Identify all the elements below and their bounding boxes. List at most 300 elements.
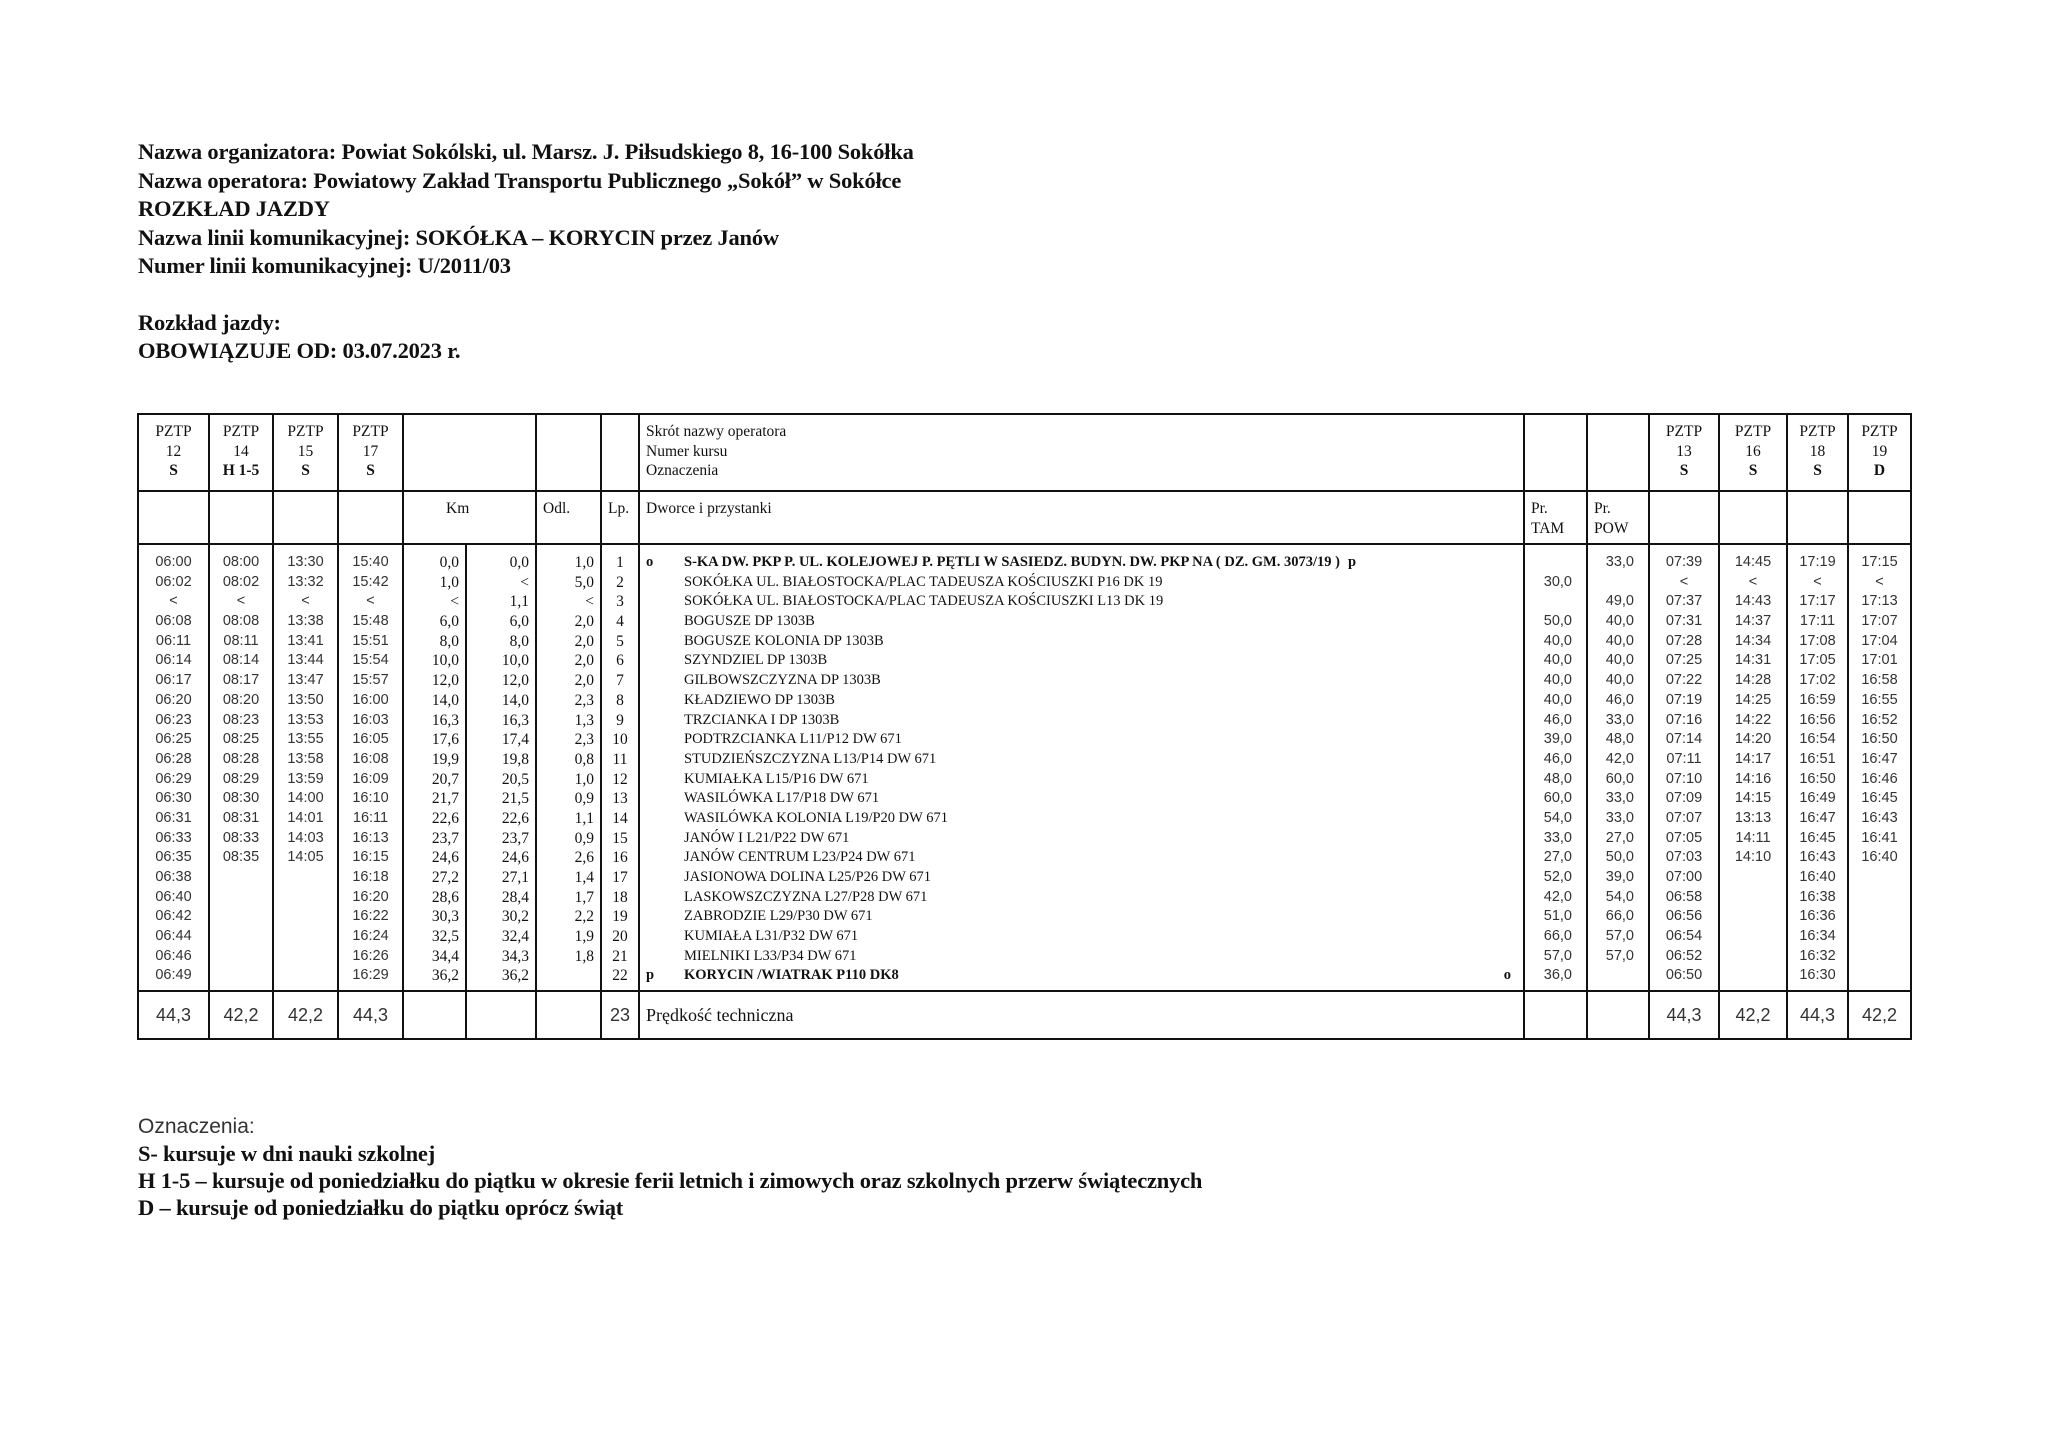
cell-value: 08:28 xyxy=(222,750,260,767)
cell-value: 06:29 xyxy=(155,770,192,787)
cell-value: 57,0 xyxy=(1605,947,1634,964)
course-times xyxy=(138,544,209,991)
cell-value: 08:29 xyxy=(222,770,260,787)
cell-value: 16:56 xyxy=(1799,711,1836,728)
cell-value: < xyxy=(1875,573,1884,590)
cell-value: 06:44 xyxy=(155,928,192,945)
cell-value: 06:52 xyxy=(1665,947,1703,964)
line-name: Nazwa linii komunikacyjnej: SOKÓŁKA – KORYCIN przez Janów xyxy=(138,224,779,250)
cell-value: 08:08 xyxy=(222,613,260,630)
stop-row xyxy=(646,770,1523,790)
cell-value: 50,0 xyxy=(1605,849,1634,866)
cell-value: 13:55 xyxy=(287,731,324,748)
cell-value: 12,0 xyxy=(431,672,459,690)
cell-value: 16:47 xyxy=(1861,750,1898,767)
cell-value: 08:14 xyxy=(222,652,260,669)
cell-value: 17:07 xyxy=(1861,613,1898,630)
cell-value: 60,0 xyxy=(1543,790,1572,807)
cell-value: 06:14 xyxy=(155,652,192,669)
empty-cell xyxy=(536,414,601,491)
cell-value: 17:15 xyxy=(1861,554,1898,570)
cell-value: 30,0 xyxy=(1543,573,1572,590)
cell-value: 08:25 xyxy=(222,731,260,748)
cell-value: 9 xyxy=(616,711,624,729)
stop-name: JASIONOWA DOLINA L25/P26 DW 671 xyxy=(684,869,932,885)
cell-value: 4 xyxy=(616,613,624,631)
empty-cell xyxy=(466,991,536,1039)
cell-value: 0,9 xyxy=(574,790,594,808)
cell-value: 66,0 xyxy=(1543,928,1572,945)
stop-name: BOGUSZE DP 1303B xyxy=(684,613,815,630)
cell-value: 15:51 xyxy=(352,632,389,649)
speed-lp: 23 xyxy=(601,991,639,1039)
cell-value: 1,1 xyxy=(509,593,529,611)
cell-value: 16:47 xyxy=(1799,809,1836,826)
cell-value: 07:05 xyxy=(1665,829,1703,846)
stop-row xyxy=(646,947,1523,967)
pr-tam-label: Pr. TAM xyxy=(1524,491,1587,544)
cell-value: 14:34 xyxy=(1734,632,1772,649)
empty-cell xyxy=(536,991,601,1039)
stop-row xyxy=(646,966,1523,986)
cell-value: 10 xyxy=(612,731,628,749)
cell-value: < xyxy=(1748,573,1758,590)
cell-value: 10,0 xyxy=(431,652,459,670)
cell-value: 16:49 xyxy=(1799,790,1836,807)
cell-value: 22 xyxy=(612,967,628,985)
cell-value: 07:31 xyxy=(1665,613,1703,630)
cell-value: 07:09 xyxy=(1665,790,1703,807)
cell-value: 52,0 xyxy=(1543,869,1572,885)
cell-value: 07:37 xyxy=(1665,593,1703,610)
empty-cell xyxy=(1587,991,1649,1039)
cell-value: 33,0 xyxy=(1605,790,1634,807)
stop-name: BOGUSZE KOLONIA DP 1303B xyxy=(684,632,884,649)
cell-value: 06:49 xyxy=(155,967,192,984)
stop-row xyxy=(646,553,1523,573)
cell-value: 1,0 xyxy=(574,554,594,571)
cell-value: 13:47 xyxy=(287,672,324,689)
cell-value: 13:58 xyxy=(287,750,324,767)
cell-value: 10,0 xyxy=(501,652,529,670)
cell-value: 18 xyxy=(612,888,628,906)
km-b-column xyxy=(466,544,536,991)
cell-value: 13:53 xyxy=(287,711,324,728)
cell-value: 14 xyxy=(612,809,628,827)
cell-value: 50,0 xyxy=(1543,613,1572,630)
cell-value: 15:48 xyxy=(352,613,389,630)
cell-value: 2,6 xyxy=(574,849,594,867)
stop-name: S-KA DW. PKP P. UL. KOLEJOWEJ P. PĘTLI W SASIEDZ. BUDYN. DW. PKP NA ( DZ. GM. 3073/19 ) xyxy=(684,554,1340,570)
cell-value: 17:01 xyxy=(1861,652,1898,669)
valid-from: OBOWIĄZUJE OD: 03.07.2023 r. xyxy=(138,338,461,363)
cell-value: 39,0 xyxy=(1543,731,1572,748)
cell-value: 42,0 xyxy=(1543,888,1572,905)
stop-name: ZABRODZIE L29/P30 DW 671 xyxy=(684,908,873,925)
cell-value: 2 xyxy=(616,573,624,591)
cell-value: 07:00 xyxy=(1665,869,1703,885)
column-label-row xyxy=(138,491,1911,544)
cell-value: 0,8 xyxy=(574,750,594,768)
pr-pow-column xyxy=(1587,544,1649,991)
cell-value: 06:31 xyxy=(155,809,192,826)
doc-title: ROZKŁAD JAZDY xyxy=(138,196,330,221)
empty-cell xyxy=(1848,491,1911,544)
stop-row xyxy=(646,750,1523,770)
cell-value: 14:01 xyxy=(287,809,324,826)
cell-value: 6,0 xyxy=(439,613,459,631)
cell-value: 16:41 xyxy=(1861,829,1898,846)
cell-value: 24,6 xyxy=(431,849,459,867)
legend xyxy=(138,1113,1202,1221)
stop-name: MIELNIKI L33/P34 DW 671 xyxy=(684,947,857,964)
stop-row xyxy=(646,848,1523,868)
km-a-column xyxy=(403,544,466,991)
cell-value: 21,7 xyxy=(431,790,459,808)
cell-value: 16:50 xyxy=(1799,770,1836,787)
cell-value: 15:57 xyxy=(352,672,389,689)
cell-value: 06:42 xyxy=(155,908,192,925)
stops-label: Dworce i przystanki xyxy=(639,491,1524,544)
empty-cell xyxy=(601,414,639,491)
cell-value: 16:40 xyxy=(1861,849,1898,866)
stop-end-marker: o xyxy=(1503,967,1511,984)
cell-value: 1,8 xyxy=(574,947,594,965)
legend-item: D – kursuje od poniedziałku do piątku oprócz świąt xyxy=(138,1195,624,1220)
lp-column xyxy=(601,544,639,991)
cell-value xyxy=(1525,592,1572,612)
cell-value: 16:18 xyxy=(352,869,389,885)
cell-value: < xyxy=(169,593,178,610)
empty-cell xyxy=(1787,491,1848,544)
speed-label: Prędkość techniczna xyxy=(639,991,1524,1039)
cell-value: 14:31 xyxy=(1734,652,1772,669)
cell-value: 2,0 xyxy=(574,652,594,670)
cell-value: 46,0 xyxy=(1605,691,1634,708)
cell-value: 17,6 xyxy=(431,731,459,749)
stop-row xyxy=(646,730,1523,750)
cell-value: 2,0 xyxy=(574,632,594,650)
stop-row xyxy=(646,868,1523,888)
cell-value: 13:38 xyxy=(287,613,324,630)
legend-item: S- kursuje w dni nauki szkolnej xyxy=(138,1141,436,1166)
cell-value: 1,9 xyxy=(574,928,594,946)
legend-item: H 1-5 – kursuje od poniedziałku do piątku w okresie ferii letnich i zimowych oraz szkolnych przerw świątecznych xyxy=(138,1168,1203,1193)
empty-cell xyxy=(1524,414,1587,491)
cell-value: 13:59 xyxy=(287,770,324,787)
cell-value: 57,0 xyxy=(1543,947,1572,964)
cell-value: 14:43 xyxy=(1734,593,1772,610)
cell-value: 0,0 xyxy=(509,554,529,571)
cell-value: 5,0 xyxy=(574,573,594,591)
stop-name: LASKOWSZCZYZNA L27/P28 DW 671 xyxy=(684,888,928,905)
speed-value: 42,2 xyxy=(273,991,338,1039)
course-times xyxy=(1787,544,1848,991)
cell-value: 16:13 xyxy=(352,829,389,846)
cell-value: 17 xyxy=(612,869,628,886)
stop-name: SZYNDZIEL DP 1303B xyxy=(684,652,828,669)
cell-value: 20,5 xyxy=(501,770,529,788)
cell-value: 14:22 xyxy=(1734,711,1772,728)
cell-value: 34,3 xyxy=(501,947,529,965)
cell-value: 33,0 xyxy=(1605,809,1634,826)
cell-value: 15 xyxy=(612,829,628,847)
cell-value: 36,2 xyxy=(431,967,459,985)
cell-value: 54,0 xyxy=(1605,888,1634,905)
empty-cell xyxy=(403,414,536,491)
cell-value: 13:13 xyxy=(1734,809,1772,826)
cell-value: 13:30 xyxy=(287,554,324,570)
cell-value: 1,3 xyxy=(574,711,594,729)
legend-title: Oznaczenia: xyxy=(138,1115,255,1138)
cell-value: 06:56 xyxy=(1665,908,1703,925)
cell-value: 36,0 xyxy=(1543,967,1572,984)
cell-value: 16:34 xyxy=(1799,928,1836,945)
operator-line: Nazwa operatora: Powiatowy Zakład Transportu Publicznego „Sokół” w Sokółce xyxy=(138,167,902,193)
cell-value: 2,0 xyxy=(574,613,594,631)
cell-value: 06:17 xyxy=(155,672,192,689)
cell-value: < xyxy=(236,593,246,610)
stop-name: KŁADZIEWO DP 1303B xyxy=(684,691,835,708)
cell-value: 06:25 xyxy=(155,731,192,748)
cell-value: 36,2 xyxy=(501,967,529,985)
cell-value: 16:15 xyxy=(352,849,389,866)
cell-value: 16,3 xyxy=(501,711,529,729)
cell-value: 06:58 xyxy=(1665,888,1703,905)
document-header xyxy=(138,138,914,366)
cell-value: 07:19 xyxy=(1665,691,1703,708)
stop-row xyxy=(646,888,1523,908)
course-times xyxy=(273,544,338,991)
speed-value: 42,2 xyxy=(1848,991,1911,1039)
cell-value: 16:43 xyxy=(1861,809,1898,826)
course-times xyxy=(1848,544,1911,991)
cell-value: 0,9 xyxy=(574,829,594,847)
course-header: PZTP 18 S xyxy=(1787,414,1848,491)
cell-value: 16:08 xyxy=(352,750,389,767)
cell-value: 8 xyxy=(616,691,624,709)
cell-value: 19,8 xyxy=(501,750,529,768)
stop-name: JANÓW CENTRUM L23/P24 DW 671 xyxy=(684,849,916,866)
line-number: Numer linii komunikacyjnej: U/2011/03 xyxy=(138,253,511,278)
cell-value: 06:00 xyxy=(155,554,192,570)
cell-value: 14:37 xyxy=(1734,613,1772,630)
cell-value: 1,7 xyxy=(574,888,594,906)
cell-value: 13:50 xyxy=(287,691,324,708)
pr-pow-label: Pr. POW xyxy=(1587,491,1649,544)
cell-value: 16:51 xyxy=(1799,750,1836,767)
course-times xyxy=(209,544,273,991)
cell-value: 16:09 xyxy=(352,770,389,787)
stop-name: STUDZIEŃSZCZYZNA L13/P14 DW 671 xyxy=(684,750,937,767)
cell-value: 16:46 xyxy=(1861,770,1898,787)
stop-row xyxy=(646,691,1523,711)
course-times xyxy=(338,544,403,991)
stop-name: WASILÓWKA L17/P18 DW 671 xyxy=(684,790,880,807)
cell-value: < xyxy=(301,593,310,610)
cell-value: 1,1 xyxy=(574,809,594,827)
course-header: PZTP 16 S xyxy=(1719,414,1787,491)
cell-value: 6 xyxy=(616,652,624,670)
cell-value: 5 xyxy=(616,632,624,650)
cell-value: 27,0 xyxy=(1543,849,1572,866)
stop-row xyxy=(646,809,1523,829)
cell-value: 16:22 xyxy=(352,908,389,925)
cell-value: 14:10 xyxy=(1734,849,1772,866)
stop-row xyxy=(646,592,1523,612)
cell-value: 40,0 xyxy=(1605,613,1634,630)
cell-value: 16:40 xyxy=(1799,869,1836,885)
cell-value: 14:25 xyxy=(1734,691,1772,708)
stop-row xyxy=(646,927,1523,947)
cell-value: 48,0 xyxy=(1543,770,1572,787)
cell-value: 16:38 xyxy=(1799,888,1836,905)
cell-value: < xyxy=(366,593,375,610)
cell-value: 23,7 xyxy=(501,829,529,847)
stops-column xyxy=(639,544,1524,991)
cell-value: 19 xyxy=(612,908,628,926)
cell-value: 08:31 xyxy=(222,809,260,826)
cell-value: 16:45 xyxy=(1799,829,1836,846)
cell-value: 32,4 xyxy=(501,928,529,946)
cell-value: 17:05 xyxy=(1799,652,1836,669)
cell-value: 22,6 xyxy=(501,809,529,827)
stop-row xyxy=(646,651,1523,671)
cell-value: 15:42 xyxy=(352,573,389,590)
cell-value: 30,2 xyxy=(501,908,529,926)
cell-value: 12,0 xyxy=(501,672,529,690)
cell-value: 33,0 xyxy=(1605,554,1634,570)
stop-row xyxy=(646,789,1523,809)
cell-value: 08:20 xyxy=(222,691,260,708)
cell-value: 16:03 xyxy=(352,711,389,728)
cell-value: 27,2 xyxy=(431,869,459,886)
cell-value: 13:44 xyxy=(287,652,324,669)
cell-value: 16:26 xyxy=(352,947,389,964)
cell-value: 06:08 xyxy=(155,613,192,630)
empty-cell xyxy=(1649,491,1719,544)
stop-name: GILBOWSZCZYZNA DP 1303B xyxy=(684,672,881,689)
cell-value: 07:07 xyxy=(1665,809,1703,826)
empty-cell xyxy=(138,491,209,544)
cell-value: 17:04 xyxy=(1861,632,1898,649)
stop-row xyxy=(646,907,1523,927)
cell-value: < xyxy=(450,593,459,611)
cell-value: 28,4 xyxy=(501,888,529,906)
course-times xyxy=(1649,544,1719,991)
schedule-label: Rozkład jazdy: xyxy=(138,309,281,335)
cell-value: 66,0 xyxy=(1605,908,1634,925)
course-header: PZTP 12 S xyxy=(138,414,209,491)
odl-column xyxy=(536,544,601,991)
empty-cell xyxy=(1587,414,1649,491)
cell-value: 13:41 xyxy=(287,632,324,649)
cell-value: 22,6 xyxy=(431,809,459,827)
stop-end-marker: p xyxy=(1347,554,1357,570)
cell-value: 51,0 xyxy=(1543,908,1572,925)
cell-value: 54,0 xyxy=(1543,809,1572,826)
cell-value: 07:39 xyxy=(1665,554,1703,570)
cell-value: 32,5 xyxy=(431,928,459,946)
cell-value: 14:00 xyxy=(287,790,324,807)
cell-value: < xyxy=(1813,573,1822,590)
cell-value: 08:23 xyxy=(222,711,260,728)
speed-value: 44,3 xyxy=(1649,991,1719,1039)
cell-value: 16:55 xyxy=(1861,691,1898,708)
empty-cell xyxy=(209,491,273,544)
course-header: PZTP 15 S xyxy=(273,414,338,491)
stop-name: KUMIAŁKA L15/P16 DW 671 xyxy=(684,770,869,787)
cell-value: 14:11 xyxy=(1735,829,1771,846)
cell-value: 15:40 xyxy=(352,554,389,570)
cell-value: 16:30 xyxy=(1799,967,1836,984)
cell-value: < xyxy=(1679,573,1689,590)
cell-value: 33,0 xyxy=(1543,829,1572,846)
cell-value: 57,0 xyxy=(1605,928,1634,945)
stop-row xyxy=(646,711,1523,731)
cell-value: 06:54 xyxy=(1665,928,1703,945)
cell-value: 14:15 xyxy=(1734,790,1772,807)
cell-value: 08:00 xyxy=(222,554,260,570)
cell-value: 06:38 xyxy=(155,869,192,885)
cell-value: 14:16 xyxy=(1734,770,1772,787)
cell-value: 15:54 xyxy=(352,652,389,669)
cell-value: 11 xyxy=(612,750,628,768)
cell-value: 16:59 xyxy=(1799,691,1836,708)
cell-value: 17:08 xyxy=(1799,632,1836,649)
cell-value: 3 xyxy=(616,593,624,611)
cell-value: 17:17 xyxy=(1799,593,1836,610)
stop-row xyxy=(646,612,1523,632)
cell-value: 16:10 xyxy=(352,790,389,807)
odl-label: Odl. xyxy=(536,491,601,544)
cell-value: 14,0 xyxy=(431,691,459,709)
cell-value: 27,1 xyxy=(501,869,529,886)
course-header: PZTP 19 D xyxy=(1848,414,1911,491)
cell-value: 34,4 xyxy=(431,947,459,965)
cell-value xyxy=(1525,553,1572,573)
cell-value: 08:17 xyxy=(222,672,260,689)
cell-value: 2,3 xyxy=(574,731,594,749)
cell-value: 06:11 xyxy=(155,632,192,649)
cell-value: 33,0 xyxy=(1605,711,1634,728)
cell-value: 8,0 xyxy=(439,632,459,650)
cell-value xyxy=(1588,966,1634,986)
cell-value: 40,0 xyxy=(1605,632,1634,649)
cell-value: 14:45 xyxy=(1734,554,1772,570)
cell-value: 14:17 xyxy=(1734,750,1772,767)
cell-value: 49,0 xyxy=(1605,593,1634,610)
cell-value: 42,0 xyxy=(1605,750,1634,767)
cell-value xyxy=(1588,573,1634,593)
cell-value: 40,0 xyxy=(1543,672,1572,689)
cell-value: 07:11 xyxy=(1666,750,1702,767)
cell-value: 16:54 xyxy=(1799,731,1836,748)
cell-value: 08:33 xyxy=(222,829,260,846)
cell-value: 28,6 xyxy=(431,888,459,906)
cell-value: 40,0 xyxy=(1543,632,1572,649)
speed-value: 44,3 xyxy=(338,991,403,1039)
cell-value: 16:00 xyxy=(352,691,389,708)
cell-value: 06:20 xyxy=(155,691,192,708)
cell-value: 40,0 xyxy=(1605,652,1634,669)
speed-row xyxy=(138,991,1911,1039)
cell-value: 16:43 xyxy=(1799,849,1836,866)
organizer-line: Nazwa organizatora: Powiat Sokólski, ul. Marsz. J. Piłsudskiego 8, 16-100 Sokółka xyxy=(138,139,914,164)
cell-value: 16:05 xyxy=(352,731,389,748)
course-header: PZTP 17 S xyxy=(338,414,403,491)
cell-value: 07:14 xyxy=(1665,731,1703,748)
